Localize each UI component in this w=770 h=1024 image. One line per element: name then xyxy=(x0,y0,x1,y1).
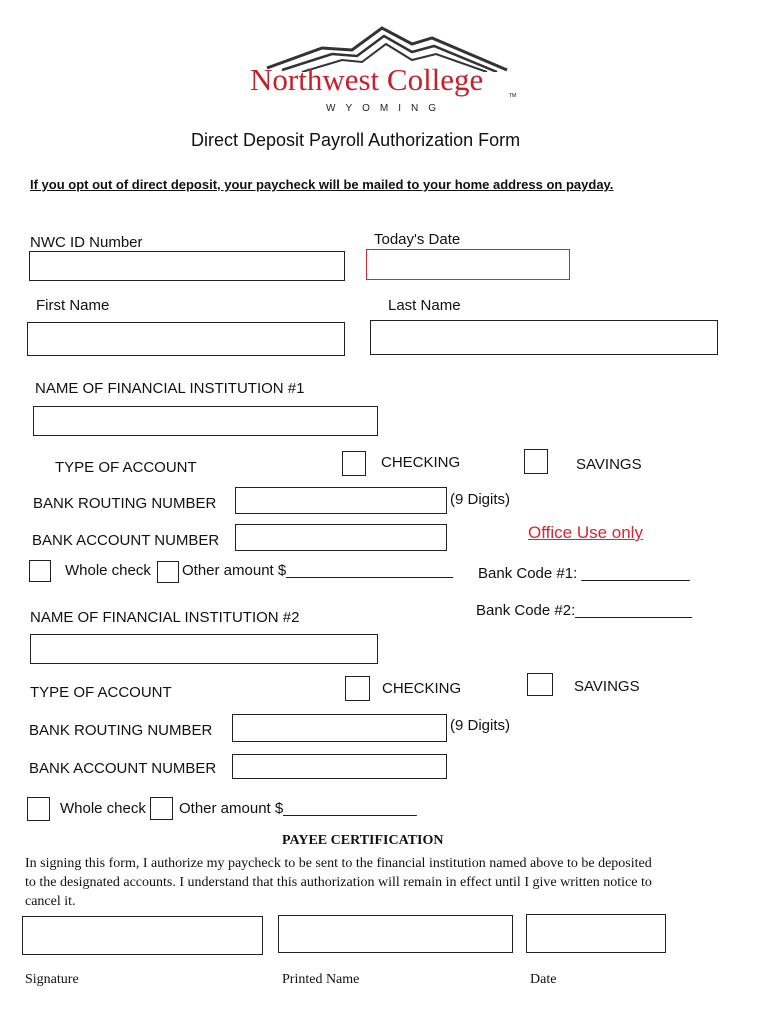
certification-line-2: to the designated accounts. I understand that this authorization will remain in effect until I give written notice to xyxy=(25,875,652,890)
institution2-whole-check-label: Whole check xyxy=(60,800,146,817)
opt-out-notice: If you opt out of direct deposit, your paycheck will be mailed to your home address on payday. xyxy=(30,177,614,192)
institution1-name-label: NAME OF FINANCIAL INSTITUTION #1 xyxy=(35,380,305,397)
first-name-field[interactable] xyxy=(27,322,345,356)
printed-name-label: Printed Name xyxy=(282,972,360,987)
institution2-checking-checkbox[interactable] xyxy=(345,676,370,701)
signature-field[interactable] xyxy=(22,916,263,955)
printed-name-field[interactable] xyxy=(278,915,513,953)
certification-heading: PAYEE CERTIFICATION xyxy=(282,833,444,848)
institution1-account-field[interactable] xyxy=(235,524,447,551)
institution2-name-label: NAME OF FINANCIAL INSTITUTION #2 xyxy=(30,609,300,626)
institution2-other-amount-label: Other amount $________________ xyxy=(179,800,417,817)
office-use-title: Office Use only xyxy=(528,523,643,542)
institution1-whole-check-label: Whole check xyxy=(65,562,151,579)
institution1-other-amount-checkbox[interactable] xyxy=(157,561,179,583)
bank-code-2: Bank Code #2:______________ xyxy=(476,602,693,619)
todays-date-label: Today's Date xyxy=(374,231,461,248)
institution1-savings-label: SAVINGS xyxy=(576,456,642,473)
date-label: Date xyxy=(530,972,557,987)
institution2-account-label: BANK ACCOUNT NUMBER xyxy=(29,760,217,777)
last-name-label: Last Name xyxy=(388,297,461,314)
date-field[interactable] xyxy=(526,914,666,953)
institution2-account-field[interactable] xyxy=(232,754,447,779)
last-name-field[interactable] xyxy=(370,320,718,355)
nwc-id-field[interactable] xyxy=(29,251,345,281)
certification-line-1: In signing this form, I authorize my paycheck to be sent to the financial institution named above to be deposited xyxy=(25,856,652,871)
institution1-savings-checkbox[interactable] xyxy=(524,449,548,474)
signature-label: Signature xyxy=(25,972,79,987)
institution2-whole-check-checkbox[interactable] xyxy=(27,797,50,821)
institution2-digits-note: (9 Digits) xyxy=(450,717,511,734)
form-title: Direct Deposit Payroll Authorization Form xyxy=(191,130,521,150)
institution1-digits-note: (9 Digits) xyxy=(450,491,511,508)
institution1-routing-field[interactable] xyxy=(235,487,447,514)
institution2-other-amount-checkbox[interactable] xyxy=(150,797,173,820)
bank-code-1: Bank Code #1: _____________ xyxy=(478,565,690,582)
institution1-type-label: TYPE OF ACCOUNT xyxy=(55,459,197,476)
institution1-account-label: BANK ACCOUNT NUMBER xyxy=(32,532,220,549)
institution2-name-field[interactable] xyxy=(30,634,378,664)
todays-date-field[interactable] xyxy=(366,249,570,280)
institution2-type-label: TYPE OF ACCOUNT xyxy=(30,684,172,701)
college-logo-tm: TM xyxy=(509,93,517,99)
first-name-label: First Name xyxy=(36,297,110,314)
institution1-other-amount-label: Other amount $____________________ xyxy=(182,562,454,579)
institution1-whole-check-checkbox[interactable] xyxy=(29,560,51,582)
institution1-routing-label: BANK ROUTING NUMBER xyxy=(33,495,217,512)
college-logo-name: Northwest College xyxy=(250,62,484,97)
certification-line-3: cancel it. xyxy=(25,894,76,909)
institution1-checking-label: CHECKING xyxy=(381,454,461,471)
institution2-checking-label: CHECKING xyxy=(382,680,462,697)
college-logo-subtitle: WYOMING xyxy=(326,103,446,114)
institution2-routing-field[interactable] xyxy=(232,714,447,742)
institution2-savings-label: SAVINGS xyxy=(574,678,640,695)
nwc-id-label: NWC ID Number xyxy=(30,234,143,251)
institution2-routing-label: BANK ROUTING NUMBER xyxy=(29,722,213,739)
institution2-savings-checkbox[interactable] xyxy=(527,673,553,696)
institution1-name-field[interactable] xyxy=(33,406,378,436)
institution1-checking-checkbox[interactable] xyxy=(342,451,366,476)
